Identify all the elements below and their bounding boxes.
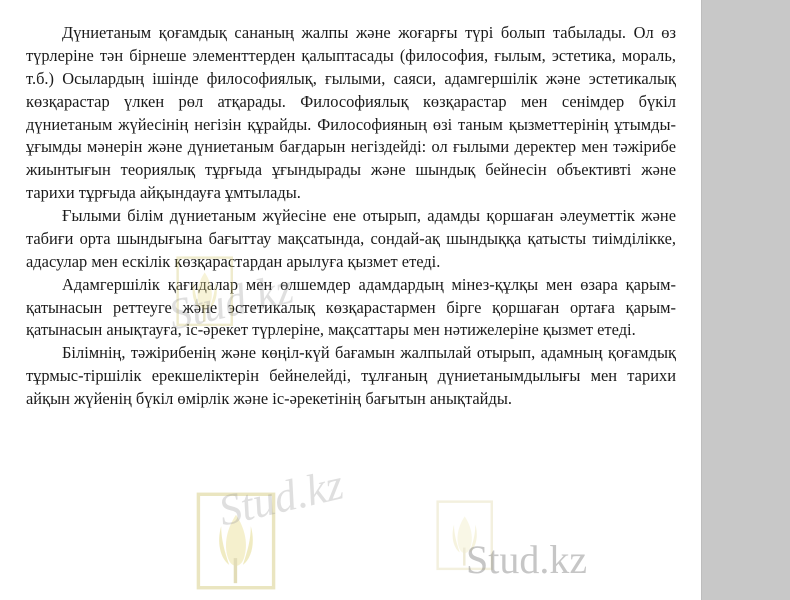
paragraph: Білімнің, тәжірибенің және көңіл-күй бағамын жалпылай отырып, адамның қоғамдық тұрмыс-тіршілік ерекшеліктерін бейнелейді, тұлғаның дүниетанымдылығы мен тарихи айқын жүйенің бүкіл өмірлік және іс-әрекетінің бағытын анықтайды. (26, 343, 676, 408)
watermark-text: Stud.kz (164, 263, 298, 340)
paragraph: Дүниетаным қоғамдық сананың жалпы және жоғарғы түрі болып табылады. Ол өз түрлеріне тән бірнеше элементтерден қалыптасады (философия, ғылым, эстетика, мораль, т.б.) Осылардың ішінде философиялық, ғылыми, саяси, адамгершілік және эстетикалық көзқарастар үлкен рөл атқарады. Философиялық көзқарастар мен сенімдер бүкіл дүниетаным жүйесінің негізін құрайды. Философияның өзі таным қызметтерінің ұтымды-ұғымды мәнерін және дүниетаным бағдарын негіздейді: ол ғылыми деректер мен тәжірибе жиынтығын теориялық тұрғыда ұғындырады және шындық бейнесін объективті және тарихи тұрғыда айқындауға ұмтылады. (26, 23, 676, 203)
paragraph: Адамгершілік қағидалар мен өлшемдер адамдардың мінез-құлқы мен өзара қарым-қатынасын реттеуге және эстетикалық көзқарастармен бірге қоршаған ортаға қарым-қатынасын анықтауға, іс-әрекет түрлеріне, мақсаттары мен нәтижелеріне қызмет етеді. (26, 274, 676, 340)
right-side-panel (701, 0, 790, 600)
paragraph: Ғылыми білім дүниетаным жүйесіне ене отырып, адамды қоршаған әлеуметтік және табиғи орта шындығына бағыттау мақсатында, сондай-ақ шындыққа қатысты тиімділікке, адасулар мен ескілік көзқарастардан арылуға қызмет етеді. (26, 206, 676, 271)
watermark-text: Stud.kz (214, 459, 348, 536)
watermark-text: Stud.kz (466, 537, 588, 582)
